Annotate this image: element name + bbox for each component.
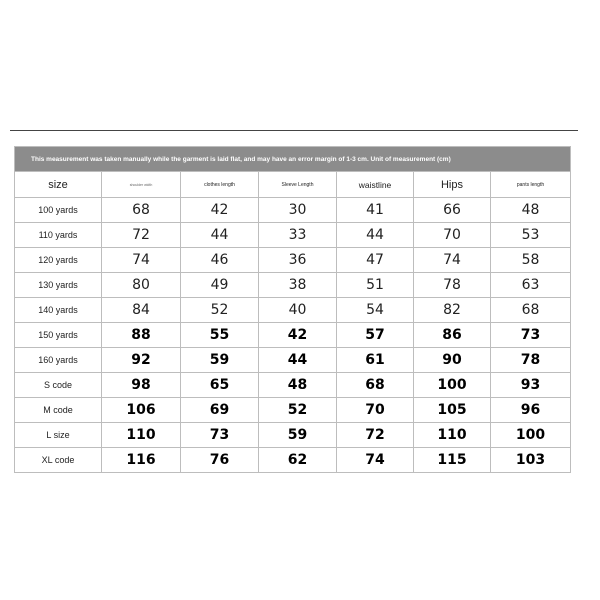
- measurement-cell: 80: [102, 273, 181, 298]
- size-label: L size: [15, 423, 102, 448]
- measurement-cell: 73: [491, 323, 571, 348]
- size-label: M code: [15, 398, 102, 423]
- measurement-cell: 116: [102, 448, 181, 473]
- measurement-cell: 30: [259, 198, 337, 223]
- size-label: XL code: [15, 448, 102, 473]
- table-row: [15, 373, 571, 398]
- measurement-cell: 110: [414, 423, 491, 448]
- top-divider: [10, 130, 578, 131]
- header-pants-length: pants length: [491, 172, 571, 198]
- size-label: 130 yards: [15, 273, 102, 298]
- measurement-cell: 72: [337, 423, 414, 448]
- measurement-cell: 52: [181, 298, 259, 323]
- measurement-cell: 96: [491, 398, 571, 423]
- measurement-cell: 54: [337, 298, 414, 323]
- measurement-cell: 48: [491, 198, 571, 223]
- header-sleeve-length: Sleeve Length: [259, 172, 337, 198]
- measurement-cell: 47: [337, 248, 414, 273]
- measurement-cell: 63: [491, 273, 571, 298]
- header-clothes-length: clothes length: [181, 172, 259, 198]
- measurement-cell: 33: [259, 223, 337, 248]
- note-row: [15, 147, 571, 172]
- measurement-cell: 98: [102, 373, 181, 398]
- measurement-cell: 103: [491, 448, 571, 473]
- measurement-cell: 90: [414, 348, 491, 373]
- header-size: size: [15, 172, 102, 198]
- size-chart-table: [14, 146, 571, 473]
- measurement-cell: 65: [181, 373, 259, 398]
- measurement-cell: 44: [259, 348, 337, 373]
- size-label: 100 yards: [15, 198, 102, 223]
- measurement-cell: 61: [337, 348, 414, 373]
- measurement-cell: 110: [102, 423, 181, 448]
- measurement-cell: 100: [491, 423, 571, 448]
- measurement-cell: 53: [491, 223, 571, 248]
- measurement-cell: 84: [102, 298, 181, 323]
- measurement-cell: 100: [414, 373, 491, 398]
- measurement-cell: 66: [414, 198, 491, 223]
- header-hips: Hips: [414, 172, 491, 198]
- size-label: 160 yards: [15, 348, 102, 373]
- measurement-cell: 82: [414, 298, 491, 323]
- measurement-cell: 38: [259, 273, 337, 298]
- size-label: 140 yards: [15, 298, 102, 323]
- measurement-cell: 78: [414, 273, 491, 298]
- measurement-cell: 44: [337, 223, 414, 248]
- measurement-cell: 57: [337, 323, 414, 348]
- measurement-cell: 88: [102, 323, 181, 348]
- measurement-note: This measurement was taken manually while the garment is laid flat, and may have an error margin of 1-3 cm. Unit of measurement (cm): [15, 147, 571, 172]
- table-row: [15, 348, 571, 373]
- header-waistline: waistline: [337, 172, 414, 198]
- measurement-cell: 74: [337, 448, 414, 473]
- measurement-cell: 68: [337, 373, 414, 398]
- measurement-cell: 42: [181, 198, 259, 223]
- measurement-cell: 68: [102, 198, 181, 223]
- header-row: [15, 172, 571, 198]
- size-label: 150 yards: [15, 323, 102, 348]
- measurement-cell: 69: [181, 398, 259, 423]
- chart-body: [15, 198, 571, 473]
- measurement-cell: 78: [491, 348, 571, 373]
- table-row: [15, 223, 571, 248]
- measurement-cell: 73: [181, 423, 259, 448]
- measurement-cell: 68: [491, 298, 571, 323]
- table-row: [15, 323, 571, 348]
- measurement-cell: 49: [181, 273, 259, 298]
- measurement-cell: 44: [181, 223, 259, 248]
- measurement-cell: 48: [259, 373, 337, 398]
- measurement-cell: 36: [259, 248, 337, 273]
- size-label: S code: [15, 373, 102, 398]
- measurement-cell: 46: [181, 248, 259, 273]
- table-row: [15, 198, 571, 223]
- measurement-cell: 41: [337, 198, 414, 223]
- measurement-cell: 72: [102, 223, 181, 248]
- measurement-cell: 51: [337, 273, 414, 298]
- measurement-cell: 74: [414, 248, 491, 273]
- measurement-cell: 76: [181, 448, 259, 473]
- size-label: 110 yards: [15, 223, 102, 248]
- measurement-cell: 40: [259, 298, 337, 323]
- table-row: [15, 248, 571, 273]
- measurement-cell: 115: [414, 448, 491, 473]
- measurement-cell: 62: [259, 448, 337, 473]
- measurement-cell: 92: [102, 348, 181, 373]
- measurement-cell: 93: [491, 373, 571, 398]
- measurement-cell: 70: [414, 223, 491, 248]
- measurement-cell: 52: [259, 398, 337, 423]
- table-row: [15, 448, 571, 473]
- measurement-cell: 55: [181, 323, 259, 348]
- measurement-cell: 42: [259, 323, 337, 348]
- size-label: 120 yards: [15, 248, 102, 273]
- measurement-cell: 74: [102, 248, 181, 273]
- header-shoulder-width: shoulder width: [102, 172, 181, 198]
- measurement-cell: 59: [181, 348, 259, 373]
- table-row: [15, 298, 571, 323]
- table-row: [15, 423, 571, 448]
- measurement-cell: 58: [491, 248, 571, 273]
- table-row: [15, 398, 571, 423]
- measurement-cell: 105: [414, 398, 491, 423]
- measurement-cell: 59: [259, 423, 337, 448]
- measurement-cell: 70: [337, 398, 414, 423]
- table-row: [15, 273, 571, 298]
- measurement-cell: 106: [102, 398, 181, 423]
- measurement-cell: 86: [414, 323, 491, 348]
